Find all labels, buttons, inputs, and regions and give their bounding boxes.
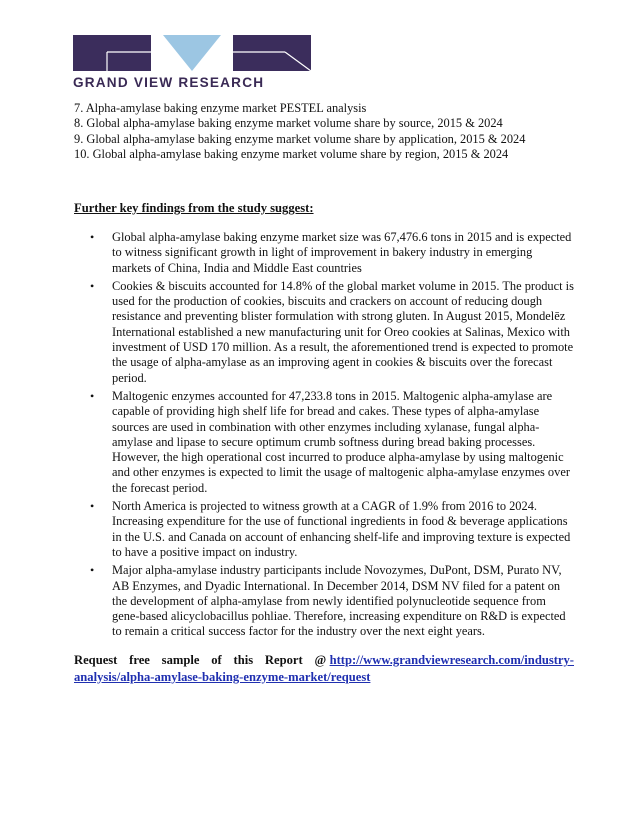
request-sample bbox=[74, 652, 574, 686]
bullet-icon: • bbox=[90, 388, 95, 403]
figure-list-item: 8. Global alpha-amylase baking enzyme market volume share by source, 2015 & 2024 bbox=[74, 116, 503, 131]
list-item bbox=[74, 563, 574, 639]
figure-list-item: 7. Alpha-amylase baking enzyme market PESTEL analysis bbox=[74, 101, 367, 115]
logo-block-right bbox=[233, 35, 311, 71]
bullet-icon: • bbox=[90, 278, 95, 293]
logo-text: GRAND VIEW RESEARCH bbox=[73, 75, 265, 90]
findings-list bbox=[74, 230, 574, 643]
list-item-text: Global alpha-amylase baking enzyme market size was 67,476.6 tons in 2015 and is expected to witness significant growth in light of improvement in bakery industry in emerging markets of China, India and Middle East countries bbox=[112, 230, 572, 275]
findings-heading: Further key findings from the study suggest: bbox=[74, 201, 314, 215]
logo-chevron bbox=[163, 35, 221, 71]
figure-list-item: 10. Global alpha-amylase baking enzyme market volume share by region, 2015 & 2024 bbox=[74, 146, 509, 161]
list-item-text: Maltogenic enzymes accounted for 47,233.8 tons in 2015. Maltogenic alpha-amylase are capable of providing high shelf life for bread and cakes. These types of alpha-amylase sources are used in combination with other enzymes including xylanase, fungal alpha-amylase and lipase to secure optimum crumb softness during bread baking processes. However, the high operational cost incurred to produce alpha-amylase by using maltogenic and other enzymes is expected to limit the usage of maltogenic alpha-amylase enzymes over the forecast period. bbox=[112, 388, 570, 495]
figure-list bbox=[74, 101, 574, 162]
list-item bbox=[74, 279, 574, 386]
list-item bbox=[74, 389, 574, 496]
bullet-icon: • bbox=[90, 499, 95, 514]
logo-block-left bbox=[73, 35, 151, 71]
logo-mark bbox=[73, 35, 311, 73]
bullet-icon: • bbox=[90, 230, 95, 244]
list-item-text: Cookies & biscuits accounted for 14.8% of the global market volume in 2015. The product is used for the production of cookies, biscuits and crackers on account of reducing dough resistance and preventing blister formulation with strong gluten. In August 2015, Mondelēz International established a new manufacturing unit for Oreo cookies at Salinas, Mexico with investment of USD 170 million. As a result, the aforementioned trend is expected to promote the usage of alpha-amylase as an improving agent in cookies & biscuits over the forecast period. bbox=[112, 278, 574, 385]
figure-list-item: 9. Global alpha-amylase baking enzyme market volume share by application, 2015 & 2024 bbox=[74, 131, 526, 146]
list-item-text: Major alpha-amylase industry participants include Novozymes, DuPont, DSM, Purato NV, AB Enzymes, and Dyadic International. In December 2014, DSM NV filed for a patent on the development of alpha-amylase from newly identified polynucleotide sequence from gene-based alicyclobacillus pohliae. Therefore, increasing expenditure on R&D is expected to remain a critical success factor for the industry over the next eight years. bbox=[112, 563, 566, 639]
request-link[interactable]: http://www.grandviewresearch.com/industry-analysis/alpha-amylase-baking-enzyme-market/request bbox=[74, 653, 574, 684]
list-item-text: North America is projected to witness growth at a CAGR of 1.9% from 2016 to 2024. Increasing expenditure for the use of functional ingredients in food & beverage applications in the U.S. and Canada on account of enhancing shelf-life and improving texture is expected to have a positive impact on industry. bbox=[112, 499, 571, 559]
list-item bbox=[74, 499, 574, 560]
list-item bbox=[74, 230, 574, 276]
company-logo bbox=[73, 35, 311, 93]
request-label: Request free sample of this Report @ bbox=[74, 653, 327, 667]
bullet-icon: • bbox=[90, 563, 95, 578]
